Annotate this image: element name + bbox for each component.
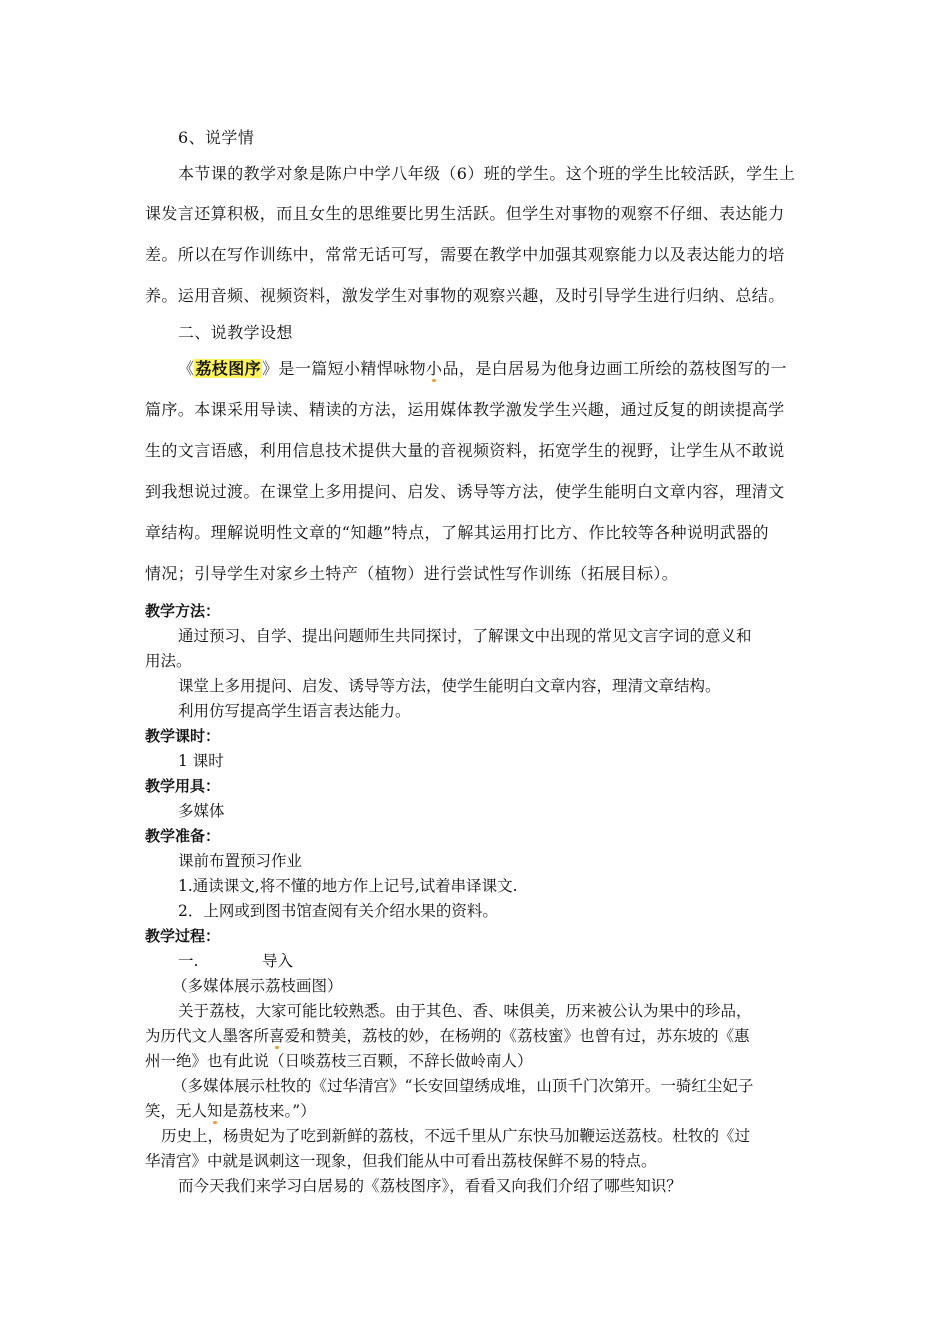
paragraph-line: 课发言还算积极，而且女生的思维要比男生活跃。但学生对事物的观察不仔细、表达能力: [145, 204, 785, 223]
paragraph-line: 华清宫》中就是讽刺这一现象，但我们能从中可看出荔枝保鲜不易的特点。: [145, 1152, 657, 1170]
paragraph-line: 关于荔枝，大家可能比较熟悉。由于其色、香、味俱美，历来被公认为果中的珍品，: [178, 1002, 752, 1020]
paragraph-line: 差。所以在写作训练中，常常无话可写，需要在教学中加强其观察能力以及表达能力的培: [145, 245, 785, 264]
paragraph-line: 章结构。理解说明性文章的“知趣”特点，了解其运用打比方、作比较等各种说明武器的: [145, 523, 769, 542]
paragraph-line: [145, 1101, 316, 1121]
label-class-hours: 教学课时：: [145, 727, 221, 745]
paragraph-line: [178, 359, 787, 379]
paragraph-line: 而今天我们来学习白居易的《荔枝图序》，看看又向我们介绍了哪些知识？: [178, 1177, 682, 1195]
revision-mark: 知: [207, 1102, 223, 1120]
paragraph-line: 生的文言语感，利用信息技术提供大量的音视频资料，拓宽学生的视野，让学生从不敢说: [145, 441, 785, 460]
paragraph-line: 历史上，杨贵妃为了吃到新鲜的荔枝，不远千里从广东快马加鞭运送荔枝。杜牧的《过: [161, 1127, 751, 1145]
text-run: 是荔枝来。”）: [222, 1102, 316, 1120]
label-teaching-preparation: 教学准备：: [145, 827, 221, 845]
method-line: 用法。: [145, 652, 192, 670]
method-line: 通过预习、自学、提出问题师生共同探讨，了解课文中出现的常见文言字词的意义和: [178, 627, 752, 645]
text-run: 笑，无人: [145, 1102, 208, 1120]
prep-line: 1.通读课文,将不懂的地方作上记号,试着串译课文.: [178, 877, 518, 895]
revision-mark: 小: [426, 359, 443, 378]
revision-mark: 喜: [269, 1027, 285, 1045]
class-hours-value: 1 课时: [178, 752, 224, 770]
multimedia-note: （多媒体展示荔枝画图）: [172, 977, 343, 995]
paragraph-line: 情况；引导学生对家乡土特产（植物）进行尝试性写作训练（拓展目标）。: [145, 564, 679, 583]
section-heading-teaching-design: 二、说教学设想: [178, 323, 293, 342]
method-line: 利用仿写提高学生语言表达能力。: [178, 702, 411, 720]
paragraph-line: 篇序。本课采用导读、精读的方法，运用媒体教学激发学生兴趣，通过反复的朗读提高学: [145, 400, 785, 419]
open-bracket: 《: [178, 359, 195, 378]
section-heading-learner-analysis: 6、说学情: [178, 128, 255, 147]
prep-line: 2．上网或到图书馆查阅有关介绍水果的资料。: [178, 902, 498, 920]
text-run: 品，是白居易为他身边画工所绘的荔枝图写的一: [442, 359, 787, 378]
paragraph-line: 到我想说过渡。在课堂上多用提问、启发、诱导等方法，使学生能明白文章内容，理清文: [145, 482, 785, 501]
highlighted-title: 荔枝图序: [195, 359, 262, 378]
text-run: 为历代文人墨客所: [145, 1027, 270, 1045]
method-line: 课堂上多用提问、启发、诱导等方法，使学生能明白文章内容，理清文章结构。: [178, 677, 721, 695]
multimedia-note: （多媒体展示杜牧的《过华清宫》“长安回望绣成堆，山顶千门次第开。一骑红尘妃子: [172, 1077, 754, 1095]
text-run: 爱和赞美，荔枝的妙，在杨朔的《荔枝蜜》也曾有过，苏东坡的《惠: [284, 1027, 750, 1045]
paragraph-line: 州一绝》也有此说（日啖荔枝三百颗，不辞长做岭南人）: [145, 1052, 533, 1070]
paragraph-line: [145, 1026, 750, 1046]
teaching-tools-value: 多媒体: [178, 802, 225, 820]
text-run: 》是一篇短小精悍咏物: [262, 359, 427, 378]
step-number: 一.: [178, 952, 199, 970]
label-teaching-methods: 教学方法：: [145, 602, 221, 620]
step-title: 导入: [262, 952, 294, 970]
paragraph-line: 养。运用音频、视频资料，激发学生对事物的观察兴趣，及时引导学生进行归纳、总结。: [145, 286, 785, 305]
label-teaching-process: 教学过程：: [145, 927, 221, 945]
paragraph-line: 本节课的教学对象是陈户中学八年级（6）班的学生。这个班的学生比较活跃，学生上: [178, 164, 796, 183]
label-teaching-tools: 教学用具：: [145, 777, 221, 795]
prep-line: 课前布置预习作业: [178, 852, 303, 870]
